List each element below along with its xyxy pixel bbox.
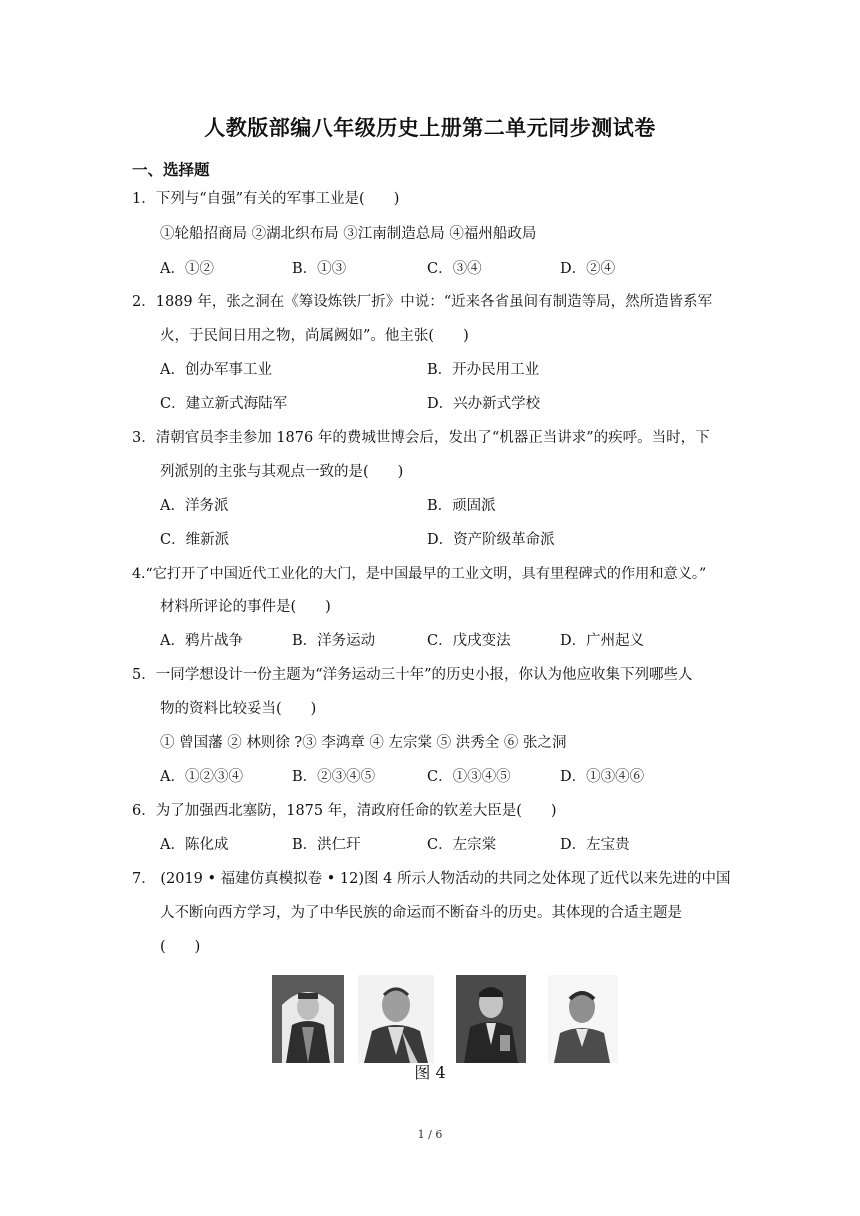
- question-1-option-c[interactable]: C．③④: [427, 261, 482, 277]
- figure-4-portraits: [272, 975, 618, 1065]
- question-1-option-b[interactable]: B．①③: [292, 261, 347, 277]
- question-7-stem-line-2: 人不断向西方学习，为了中华民族的命运而不断奋斗的历史。其体现的合适主题是: [160, 905, 682, 921]
- question-1-stem: 1．下列与“自强”有关的军事工业是( ): [132, 191, 400, 207]
- section-heading: 一、选择题: [132, 161, 210, 179]
- question-5-option-c[interactable]: C．①③④⑤: [427, 769, 511, 785]
- question-6-option-b[interactable]: B．洪仁玕: [292, 837, 361, 853]
- question-3-option-c[interactable]: C．维新派: [160, 532, 230, 548]
- question-4-option-a[interactable]: A．鸦片战争: [160, 633, 243, 649]
- question-5-option-d[interactable]: D．①③④⑥: [560, 769, 645, 785]
- question-6-option-a[interactable]: A．陈化成: [160, 837, 229, 853]
- question-2-stem-line-1: 2．1889 年，张之洞在《筹设炼铁厂折》中说：“近来各省虽间有制造等局，然所造皆系军: [132, 294, 713, 310]
- question-4-option-b[interactable]: B．洋务运动: [292, 633, 376, 649]
- question-2-option-c[interactable]: C．建立新式海陆军: [160, 396, 288, 412]
- question-5-stem-line-2: 物的资料比较妥当( ): [160, 701, 317, 717]
- question-2-option-b[interactable]: B．开办民用工业: [427, 362, 540, 378]
- question-3-option-a[interactable]: A．洋务派: [160, 498, 229, 514]
- question-4-option-c[interactable]: C．戊戌变法: [427, 633, 511, 649]
- question-4-option-d[interactable]: D．广州起义: [560, 633, 645, 649]
- question-5-option-b[interactable]: B．②③④⑤: [292, 769, 376, 785]
- figure-caption: 图 4: [414, 1063, 446, 1082]
- portrait-photo-3: [456, 975, 526, 1063]
- portrait-photo-4: [548, 975, 618, 1063]
- question-5-stem-line-1: 5．一同学想设计一份主题为“洋务运动三十年”的历史小报，你认为他应收集下列哪些人: [132, 667, 693, 683]
- question-6-stem: 6．为了加强西北塞防，1875 年，清政府任命的钦差大臣是( ): [132, 803, 557, 819]
- question-3-option-b[interactable]: B．顽固派: [427, 498, 496, 514]
- question-1-items: ①轮船招商局 ②湖北织布局 ③江南制造总局 ④福州船政局: [160, 226, 537, 242]
- question-3-stem-line-1: 3．清朝官员李圭参加 1876 年的费城世博会后，发出了“机器正当讲求”的疾呼。当时，下: [132, 430, 710, 446]
- question-4-stem-line-1: 4.“它打开了中国近代工业化的大门，是中国最早的工业文明，具有里程碑式的作用和意义。”: [132, 566, 707, 582]
- question-6-option-d[interactable]: D．左宝贵: [560, 837, 630, 853]
- question-6-option-c[interactable]: C．左宗棠: [427, 837, 497, 853]
- question-1-option-a[interactable]: A．①②: [160, 261, 214, 277]
- question-5-option-a[interactable]: A．①②③④: [160, 769, 243, 785]
- portrait-photo-1: [272, 975, 344, 1063]
- question-3-stem-line-2: 列派别的主张与其观点一致的是( ): [160, 464, 404, 480]
- portrait-photo-2: [358, 975, 434, 1063]
- question-5-items: ① 曾国藩 ② 林则徐 ?③ 李鸿章 ④ 左宗棠 ⑤ 洪秀全 ⑥ 张之洞: [160, 735, 567, 751]
- document-title: 人教版部编八年级历史上册第二单元同步测试卷: [204, 116, 656, 140]
- page-number: 1 / 6: [417, 1128, 443, 1141]
- question-7-stem-line-1: 7． (2019 • 福建仿真模拟卷 • 12)图 4 所示人物活动的共同之处体现了近代以来先进的中国: [132, 871, 731, 887]
- question-1-option-d[interactable]: D．②④: [560, 261, 616, 277]
- question-2-stem-line-2: 火，于民间日用之物，尚属阙如”。他主张( ): [160, 328, 469, 344]
- question-7-stem-line-3: ( ): [160, 939, 201, 955]
- question-2-option-d[interactable]: D．兴办新式学校: [427, 396, 541, 412]
- question-3-option-d[interactable]: D．资产阶级革命派: [427, 532, 555, 548]
- question-4-stem-line-2: 材料所评论的事件是( ): [160, 599, 331, 615]
- question-2-option-a[interactable]: A．创办军事工业: [160, 362, 272, 378]
